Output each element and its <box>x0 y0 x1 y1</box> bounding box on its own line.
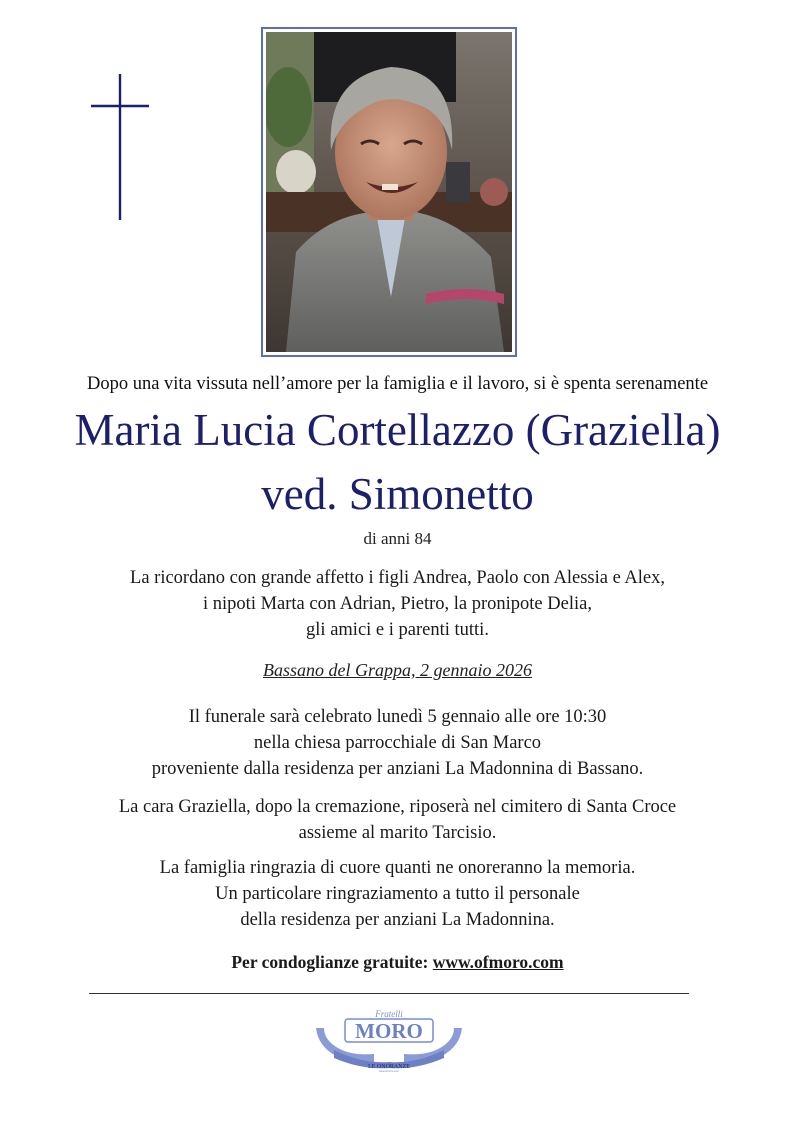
fratelli-moro-logo <box>312 1006 466 1072</box>
burial-block <box>0 794 795 846</box>
burial-line: La cara Graziella, dopo la cremazione, riposerà nel cimitero di Santa Croce <box>118 797 677 817</box>
thanks-line: della residenza per anziani La Madonnina. <box>240 910 555 930</box>
deceased-name-line: Maria Lucia Cortellazzo (Graziella) <box>74 405 721 455</box>
funeral-line: proveniente dalla residenza per anziani La Madonnina di Bassano. <box>151 759 644 779</box>
intro-text: Dopo una vita vissuta nell’amore per la famiglia e il lavoro, si è spenta serenamente <box>86 374 709 394</box>
funeral-line: Il funerale sarà celebrato lunedì 5 gennaio alle ore 10:30 <box>188 707 607 727</box>
funeral-line: nella chiesa parrocchiale di San Marco <box>253 733 542 753</box>
portrait-image <box>266 32 512 352</box>
condolences-link[interactable]: www.ofmoro.com <box>432 952 564 972</box>
logo-tiny-text: www.ofmoro.com <box>379 1070 399 1072</box>
logo-top-text: Fratelli <box>375 1009 403 1019</box>
logo-main-text: MORO <box>355 1019 423 1043</box>
thanks-line: La famiglia ringrazia di cuore quanti ne onoreranno la memoria. <box>159 858 636 878</box>
portrait-photo <box>261 27 517 357</box>
thanks-line: Un particolare ringraziamento a tutto il personale <box>215 884 580 904</box>
condolences-label: Per condoglianze gratuite: <box>231 952 429 972</box>
thanks-block <box>0 855 795 933</box>
burial-line: assieme al marito Tarcisio. <box>298 823 497 843</box>
cross-icon <box>88 72 152 222</box>
divider <box>89 993 689 994</box>
mourners-line: i nipoti Marta con Adrian, Pietro, la pronipote Delia, <box>203 594 592 614</box>
deceased-name-line: ved. Simonetto <box>261 469 534 519</box>
deceased-name <box>0 402 795 522</box>
condolences-line <box>0 952 795 973</box>
mourners-block <box>0 565 795 643</box>
mourners-line: La ricordano con grande affetto i figli Andrea, Paolo con Alessia e Alex, <box>130 568 665 588</box>
place-date: Bassano del Grappa, 2 gennaio 2026 <box>263 660 532 680</box>
logo-bottom-text: LE ONORANZE <box>368 1064 410 1070</box>
funeral-block <box>0 704 795 782</box>
age-text: di anni 84 <box>363 529 432 548</box>
mourners-line: gli amici e i parenti tutti. <box>306 620 489 640</box>
